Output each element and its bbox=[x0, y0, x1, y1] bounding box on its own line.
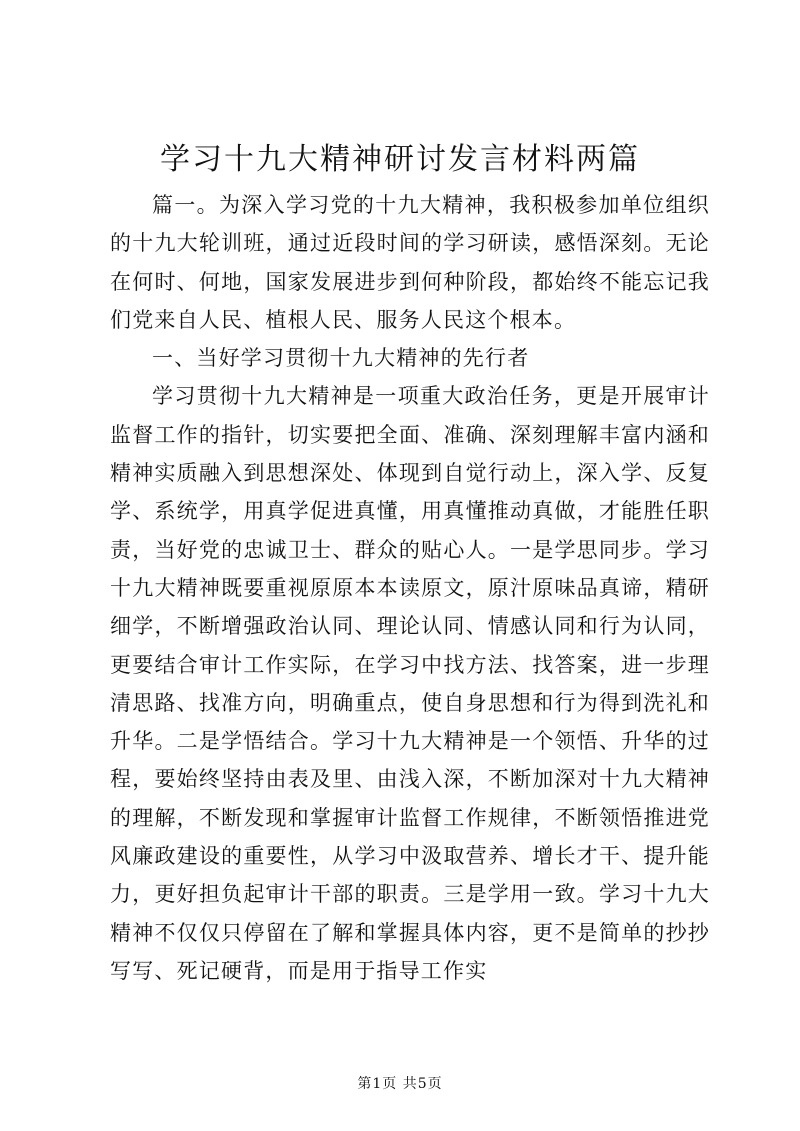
paragraph-intro: 篇一。为深入学习党的十九大精神，我积极参加单位组织的十九大轮训班，通过近段时间的学习研读，感悟深刻。无论在何时、何地，国家发展进步到何种阶段，都始终不能忘记我们党来自人民、植根人民、服务人民这个根本。 bbox=[110, 193, 710, 332]
document-body bbox=[110, 186, 710, 990]
section-heading: 一、当好学习贯彻十九大精神的先行者 bbox=[152, 346, 530, 371]
paragraph-main: 学习贯彻十九大精神是一项重大政治任务，更是开展审计监督工作的指针，切实要把全面、准确、深刻理解丰富内涵和精神实质融入到思想深处、体现到自觉行动上，深入学、反复学、系统学，用真学促进真懂，用真懂推动真做，才能胜任职责，当好党的忠诚卫士、群众的贴心人。一是学思同步。学习十九大精神既要重视原原本本读原文，原汁原味品真谛，精研细学，不断增强政治认同、理论认同、情感认同和行为认同，更要结合审计工作实际，在学习中找方法、找答案，进一步理清思路、找准方向，明确重点，使自身思想和行为得到洗礼和升华。二是学悟结合。学习十九大精神是一个领悟、升华的过程，要始终坚持由表及里、由浅入深，不断加深对十九大精神的理解，不断发现和掌握审计监督工作规律，不断领悟推进党风廉政建设的重要性，从学习中汲取营养、增长才干、提升能力，更好担负起审计干部的职责。三是学用一致。学习十九大精神不仅仅只停留在了解和掌握具体内容，更不是简单的抄抄写写、死记硬背，而是用于指导工作实 bbox=[110, 384, 710, 983]
page-footer: 第1页 共5页 bbox=[357, 1076, 443, 1092]
document-title: 学习十九大精神研讨发言材料两篇 bbox=[160, 142, 640, 177]
